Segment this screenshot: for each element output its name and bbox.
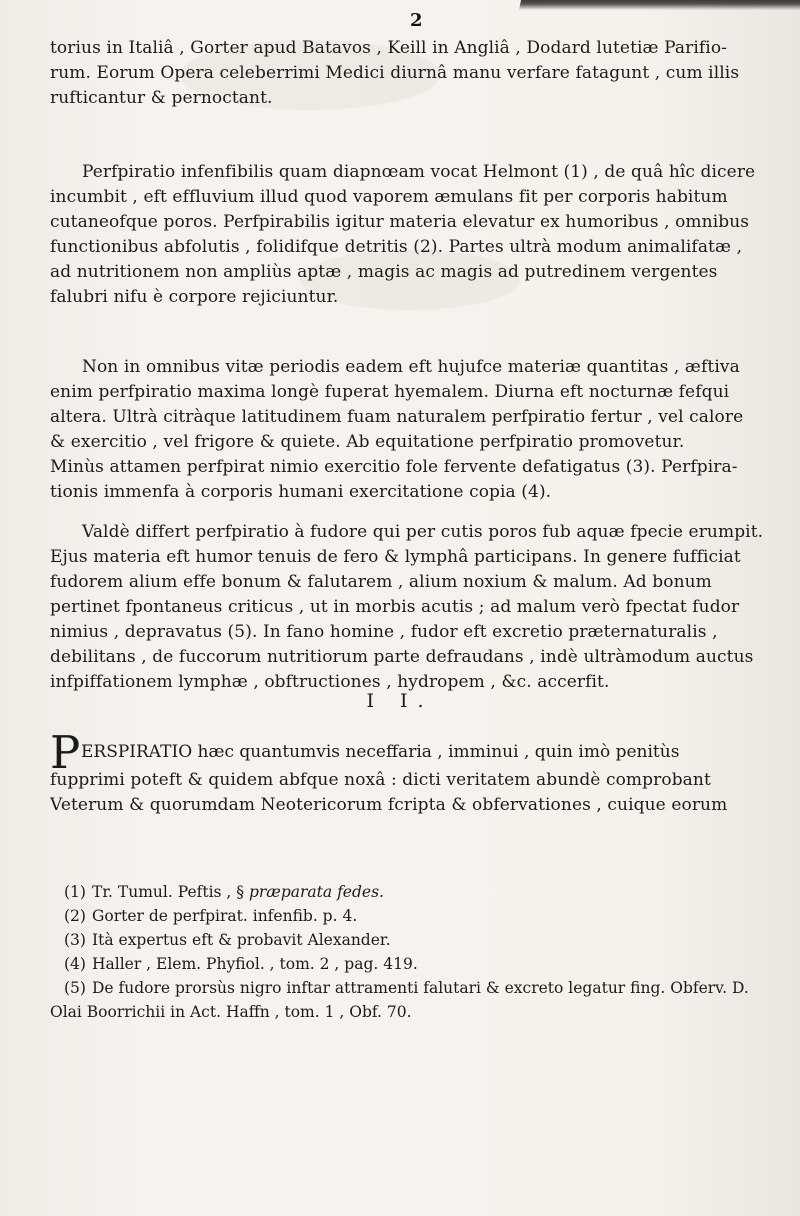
footnote-italic: præparata fedes. xyxy=(248,883,384,901)
text-line: fupprimi poteft & quidem abfque noxâ : dicti veritatem abundè comprobant xyxy=(50,770,711,790)
text-line: enim perfpiratio maxima longè fuperat hyemalem. Diurna eft nocturnæ fefqui xyxy=(50,382,730,402)
section-heading: I I. xyxy=(366,690,434,712)
footnote xyxy=(64,976,784,1000)
footnote-continuation xyxy=(50,1000,784,1024)
footnote xyxy=(64,928,784,952)
footnote-text: Gorter de perfpirat. infenfib. p. 4. xyxy=(92,907,358,925)
footnote xyxy=(64,880,784,904)
text-line: Non in omnibus vitæ periodis eadem eft hujufce materiæ quantitas , æftiva xyxy=(82,357,740,377)
text-line: Ejus materia eft humor tenuis de fero & lymphâ participans. In genere fufficiat xyxy=(50,547,741,567)
footnote-number: (2) xyxy=(64,907,86,925)
text-line: ad nutritionem non ampliùs aptæ , magis ac magis ad putredinem vergentes xyxy=(50,262,718,282)
text-line: functionibus abfolutis , folidifque detritis (2). Partes ultrà modum animalifatæ , xyxy=(50,237,743,257)
text-line: cutaneofque poros. Perfpirabilis igitur materia elevatur ex humoribus , omnibus xyxy=(50,212,750,232)
footnote-number: (5) xyxy=(64,979,86,997)
text-line: incumbit , eft effluvium illud quod vaporem æmulans fit per corporis habitum xyxy=(50,187,728,207)
text-line: & exercitio , vel frigore & quiete. Ab equitatione perfpiratio promovetur. xyxy=(50,432,685,452)
text-line: ERSPIRATIO hæc quantumvis neceffaria , imminui , quin imò penitùs xyxy=(81,742,680,762)
drop-cap: P xyxy=(50,726,81,779)
text-line: debilitans , de fuccorum nutritiorum parte defraudans , indè ultràmodum auctus xyxy=(50,647,754,667)
footnote xyxy=(64,952,784,976)
footnote xyxy=(64,904,784,928)
paragraph-3 xyxy=(50,355,785,505)
text-line: Perfpiratio infenfibilis quam diapnœam vocat Helmont (1) , de quâ hîc dicere xyxy=(82,162,756,182)
text-line: infpiffationem lymphæ , obftructiones , hydropem , &c. accerfit. xyxy=(50,672,610,692)
paragraph-1 xyxy=(50,36,785,111)
footnote-text: De fudore prorsùs nigro inftar attramenti falutari & excreto legatur fing. Obferv. D. xyxy=(92,979,749,997)
footnote-text: Ità expertus eft & probavit Alexander. xyxy=(92,931,391,949)
text-line: nimius , depravatus (5). In fano homine , fudor eft excretio præternaturalis , xyxy=(50,622,718,642)
text-line: falubri nifu è corpore rejiciuntur. xyxy=(50,287,339,307)
text-line: pertinet fpontaneus criticus , ut in morbis acutis ; ad malum verò fpectat fudor xyxy=(50,597,740,617)
text-line: Veterum & quorumdam Neotericorum fcripta & obfervationes , cuique eorum xyxy=(50,795,728,815)
footnotes xyxy=(50,880,784,1024)
footnote-text: Haller , Elem. Phyfiol. , tom. 2 , pag. 419. xyxy=(92,955,418,973)
paragraph-2 xyxy=(50,160,785,310)
footnote-number: (3) xyxy=(64,931,86,949)
paragraph-4 xyxy=(50,520,785,695)
text-line: Valdè differt perfpiratio à fudore qui per cutis poros fub aquæ fpecie erumpit. xyxy=(82,522,764,542)
text-line: tionis immenfa à corporis humani exercitatione copia (4). xyxy=(50,482,552,502)
text-line: altera. Ultrà citràque latitudinem fuam naturalem perfpiratio fertur , vel calore xyxy=(50,407,744,427)
footnote-number: (1) xyxy=(64,883,86,901)
footnote-text: Tr. Tumul. Peftis , § xyxy=(92,883,249,901)
scan-edge-shadow xyxy=(519,0,800,10)
section-paragraph xyxy=(50,768,785,818)
text-line: rufticantur & pernoctant. xyxy=(50,88,273,108)
text-line: torius in Italiâ , Gorter apud Batavos , Keill in Angliâ , Dodard lutetiæ Parifio- xyxy=(50,38,728,58)
text-line: rum. Eorum Opera celeberrimi Medici diurnâ manu verfare fatagunt , cum illis xyxy=(50,63,740,83)
footnote-text: Olai Boorrichii in Act. Haffn , tom. 1 , Obf. 70. xyxy=(50,1003,412,1021)
page-marker: 2 xyxy=(410,10,423,31)
text-line: Minùs attamen perfpirat nimio exercitio fole fervente defatigatus (3). Perfpira- xyxy=(50,457,738,477)
footnote-number: (4) xyxy=(64,955,86,973)
text-line: fudorem alium effe bonum & falutarem , alium noxium & malum. Ad bonum xyxy=(50,572,712,592)
